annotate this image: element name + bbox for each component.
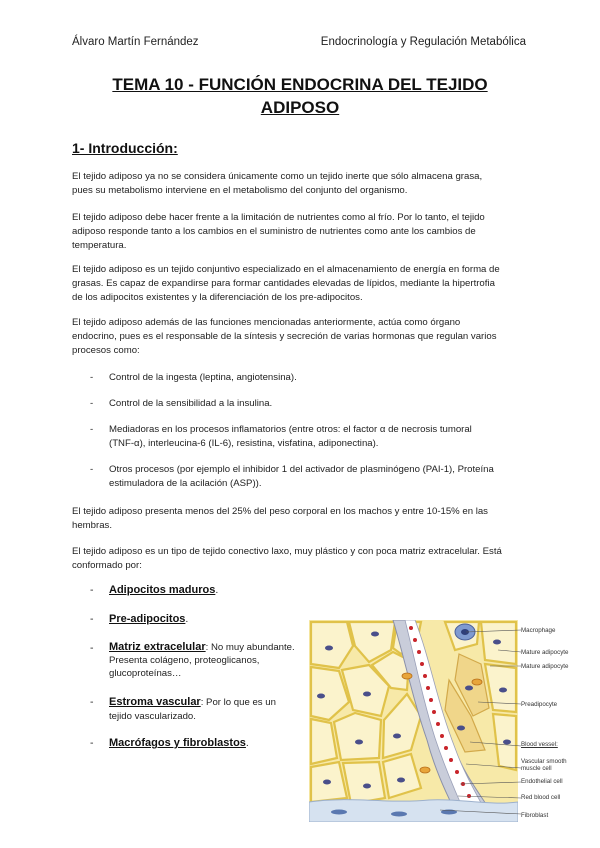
figure-leader-lines	[300, 620, 525, 822]
label-vascular-smooth: Vascular smooth	[521, 758, 567, 765]
paragraph-line: endocrino, pues es el responsable de la síntesis y secreción de varias hormonas que regulan varios	[72, 331, 497, 342]
paragraph-1	[72, 170, 528, 198]
list-dash: -	[90, 398, 94, 409]
label-macrophage: Macrophage	[521, 627, 556, 634]
component-term: Matriz extracelular	[109, 641, 206, 653]
component-line: tejido vascularizado.	[109, 711, 196, 722]
list-dash: -	[90, 464, 94, 475]
component-rest: : Por lo que es un	[200, 697, 276, 708]
list-item-line: Otros procesos (por ejemplo el inhibidor 1 del activador de plasminógeno (PAI-1), Proteína	[109, 464, 494, 475]
component-rest: .	[185, 613, 189, 625]
label-mature-adipocyte: Mature adipocyte	[521, 649, 569, 656]
paragraph-line: procesos como:	[72, 345, 140, 356]
paragraph-4	[72, 316, 528, 358]
component-term: Pre-adipocitos	[109, 613, 186, 625]
list-item-line: estimuladora de la acilación (ASP)).	[109, 478, 262, 489]
paragraph-line: El tejido adiposo presenta menos del 25% del peso corporal en los machos y entre 10-15% en las	[72, 506, 488, 517]
component-rest: : No muy abundante.	[205, 642, 295, 653]
paragraph-line: grasas. Es capaz de expandirse para formar cantidades elevadas de lípidos, mediante la hipertrofia	[72, 278, 495, 289]
list-dash: -	[90, 584, 94, 596]
label-mature-adipocyte: Mature adipocyte	[521, 663, 569, 670]
label-fibroblast: Fibroblast	[521, 812, 549, 819]
title-line-2: ADIPOSO	[260, 98, 340, 117]
paragraph-line: temperatura.	[72, 240, 127, 251]
component-item	[90, 695, 305, 725]
list-item-text: Control de la ingesta (leptina, angiotensina).	[109, 372, 297, 383]
list-dash: -	[90, 613, 94, 625]
paragraph-line: hembras.	[72, 520, 112, 531]
paragraph-6	[72, 545, 528, 573]
paragraph-2	[72, 211, 528, 253]
component-line: Presenta colágeno, proteoglicanos,	[109, 655, 260, 666]
list-dash: -	[90, 424, 94, 435]
paragraph-line: adiposo responde tanto a los cambios en el suministro de nutrientes como ante los cambios de	[72, 226, 476, 237]
list-item	[90, 423, 530, 453]
component-rest: .	[245, 737, 249, 749]
list-dash: -	[90, 642, 94, 654]
paragraph-line: pues su metabolismo interviene en el metabolismo del conjunto del organismo.	[72, 185, 408, 196]
list-dash: -	[90, 372, 94, 383]
list-item-line: Mediadoras en los procesos inflamatorios (entre otros: el factor α de necrosis tumoral	[109, 424, 472, 435]
paragraph-line: El tejido adiposo debe hacer frente a la limitación de nutrientes como al frío. Por lo tanto, el tejido	[72, 212, 485, 223]
component-term: Estroma vascular	[109, 696, 201, 708]
list-dash: -	[90, 696, 94, 708]
header-subject: Endocrinología y Regulación Metabólica	[320, 36, 526, 48]
label-muscle-cell: muscle cell	[521, 765, 552, 772]
paragraph-5	[72, 505, 528, 533]
label-red-blood-cell: Red blood cell	[521, 794, 561, 801]
list-item-line: (TNF-α), interleucina-6 (IL-6), resistina, visfatina, adiponectina).	[109, 438, 379, 449]
paragraph-line: conformado por:	[72, 560, 142, 571]
list-item-text: Control de la sensibilidad a la insulina.	[109, 398, 273, 409]
component-term: Macrófagos y fibroblastos	[109, 737, 246, 749]
paragraph-line: El tejido adiposo es un tipo de tejido conectivo laxo, muy plástico y con poca matriz extracelular. Está	[72, 546, 502, 557]
title-line-1: TEMA 10 - FUNCIÓN ENDOCRINA DEL TEJIDO	[112, 75, 488, 94]
label-preadipocyte: Preadipocyte	[521, 701, 558, 708]
paragraph-line: El tejido adiposo ya no se considera únicamente como un tejido inerte que sólo almacena grasa,	[72, 171, 483, 182]
header-author: Álvaro Martín Fernández	[72, 36, 199, 48]
section-heading: 1- Introducción:	[72, 140, 178, 156]
component-line: glucoproteínas…	[109, 668, 182, 679]
label-endothelial-cell: Endothelial cell	[521, 778, 563, 785]
component-term: Adipocitos maduros	[109, 584, 216, 596]
list-dash: -	[90, 737, 94, 749]
list-item-text	[109, 423, 472, 451]
list-item	[90, 463, 530, 493]
paragraph-line: El tejido adiposo es un tejido conjuntivo especializado en el almacenamiento de energía en forma de	[72, 264, 500, 275]
component-rest: .	[215, 584, 219, 596]
list-item-text	[109, 463, 494, 491]
page-title	[72, 73, 528, 119]
label-blood-vessel: Blood vessel:	[521, 741, 558, 748]
paragraph-line: de los adipocitos existentes y la diferenciación de los pre-adipocitos.	[72, 292, 363, 303]
paragraph-line: El tejido adiposo además de las funciones mencionadas anteriormente, actúa como órgano	[72, 317, 461, 328]
component-item	[90, 641, 305, 685]
paragraph-3	[72, 263, 528, 305]
